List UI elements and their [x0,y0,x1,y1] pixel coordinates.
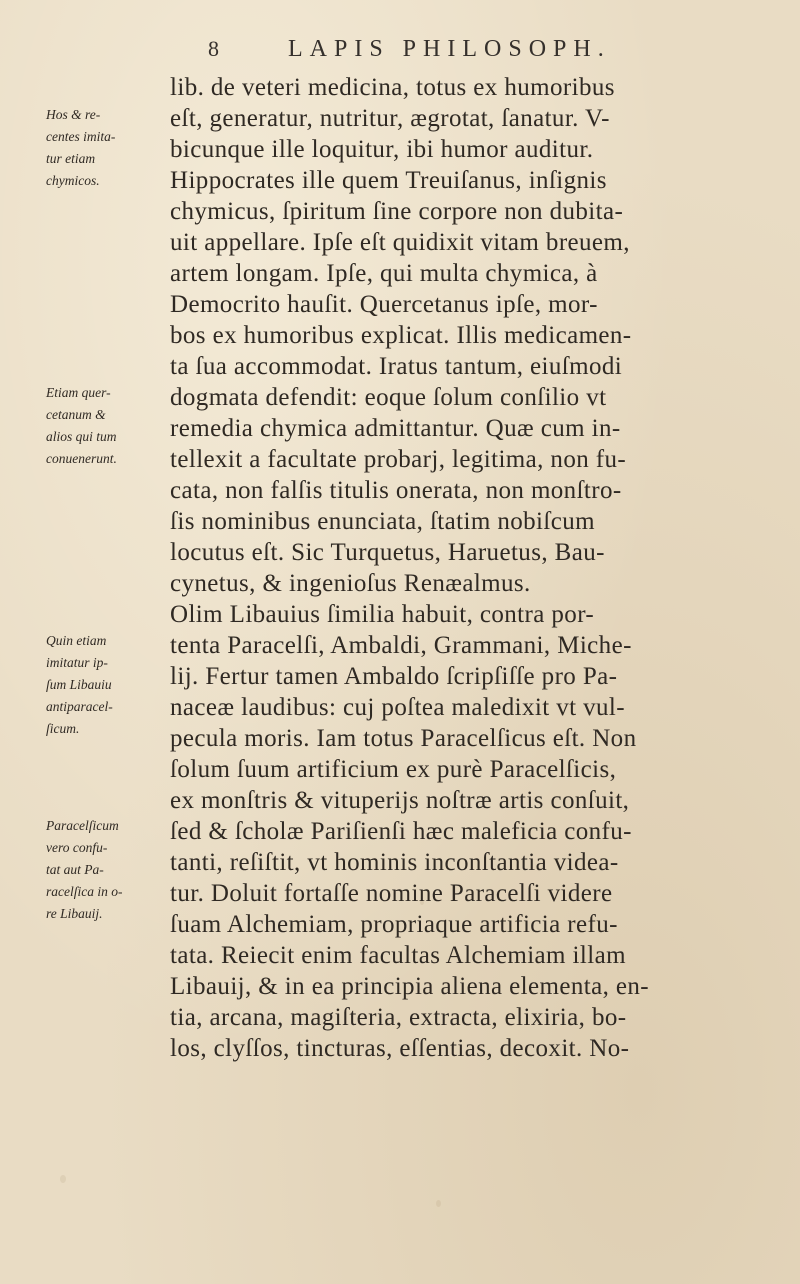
margin-line: conuenerunt. [46,451,117,466]
text-line: tenta Paracelſi, Ambaldi, Grammani, Miche- [170,632,632,659]
margin-line: Hos & re- [46,107,101,122]
text-line: tur. Doluit fortaſſe nomine Paracelſi videre [170,880,613,907]
text-line: Democrito hauſit. Quercetanus ipſe, mor- [170,291,598,318]
text-line: lib. de veteri medicina, totus ex humoribus [170,74,615,101]
margin-line: centes imita- [46,129,116,144]
margin-line: racelſica in o- [46,884,123,899]
margin-line: Etiam quer- [46,385,111,400]
text-line: ſuam Alchemiam, propriaque artificia refu- [170,911,618,938]
text-line: tia, arcana, magiſteria, extracta, elixiria, bo- [170,1004,627,1031]
text-line: dogmata defendit: eoque ſolum conſilio vt [170,384,607,411]
paper-stain [60,1175,66,1183]
text-line: Olim Libauius ſimilia habuit, contra por- [170,601,595,628]
margin-line: ſicum. [46,721,80,736]
text-line: ſed & ſcholæ Pariſienſi hæc maleficia confu- [170,818,632,845]
text-line: lij. Fertur tamen Ambaldo ſcripſiſſe pro Pa- [170,663,618,690]
text-line: Hippocrates ille quem Treuiſanus, inſignis [170,167,607,194]
margin-line: antiparacel- [46,699,113,714]
body-text [170,72,770,1064]
margin-line: ſum Libauiu [46,677,112,692]
paper-stain [436,1200,441,1207]
running-head [208,36,768,72]
marginal-note [46,104,176,192]
margin-line: re Libauij. [46,906,103,921]
margin-line: Quin etiam [46,633,107,648]
margin-line: chymicos. [46,173,100,188]
text-line: ex monſtris & vituperijs noſtræ artis conſuit, [170,787,630,814]
marginal-note [46,382,176,470]
text-line: bicunque ille loquitur, ibi humor auditur. [170,136,594,163]
text-line: bos ex humoribus explicat. Illis medicamen- [170,322,632,349]
text-line: tanti, reſiſtit, vt hominis inconſtantia videa- [170,849,619,876]
text-line: ta ſua accommodat. Iratus tantum, eiuſmodi [170,353,623,380]
text-line: artem longam. Ipſe, qui multa chymica, à [170,260,598,287]
text-line: chymicus, ſpiritum ſine corpore non dubita- [170,198,624,225]
page-number: 8 [208,36,219,61]
text-line: pecula moris. Iam totus Paracelſicus eſt. Non [170,725,637,752]
text-line: eſt, generatur, nutritur, ægrotat, ſanatur. V- [170,105,610,132]
margin-line: Paracelſicum [46,818,119,833]
marginal-note [46,815,176,925]
margin-line: tur etiam [46,151,96,166]
text-line: cata, non falſis titulis onerata, non monſtro- [170,477,622,504]
text-line: Libauij, & in ea principia aliena elementa, en- [170,973,650,1000]
text-line: naceæ laudibus: cuj poſtea maledixit vt vul- [170,694,625,721]
text-line: remedia chymica admittantur. Quæ cum in- [170,415,621,442]
margin-line: tat aut Pa- [46,862,104,877]
running-title: LAPIS PHILOSOPH. [288,36,611,62]
text-line: ſis nominibus enunciata, ſtatim nobiſcum [170,508,595,535]
margin-line: vero confu- [46,840,108,855]
text-line: tata. Reiecit enim facultas Alchemiam illam [170,942,626,969]
margin-line: cetanum & [46,407,106,422]
marginal-note [46,630,176,740]
text-line: ſolum ſuum artificium ex purè Paracelſicis, [170,756,617,783]
margin-line: imitatur ip- [46,655,108,670]
text-line: los, clyſſos, tincturas, eſſentias, decoxit. No- [170,1035,630,1062]
text-line: locutus eſt. Sic Turquetus, Haruetus, Bau- [170,539,605,566]
margin-line: alios qui tum [46,429,117,444]
text-line: uit appellare. Ipſe eſt quidixit vitam breuem, [170,229,630,256]
text-line: tellexit a facultate probarj, legitima, non fu- [170,446,627,473]
text-line: cynetus, & ingenioſus Renæalmus. [170,570,531,597]
